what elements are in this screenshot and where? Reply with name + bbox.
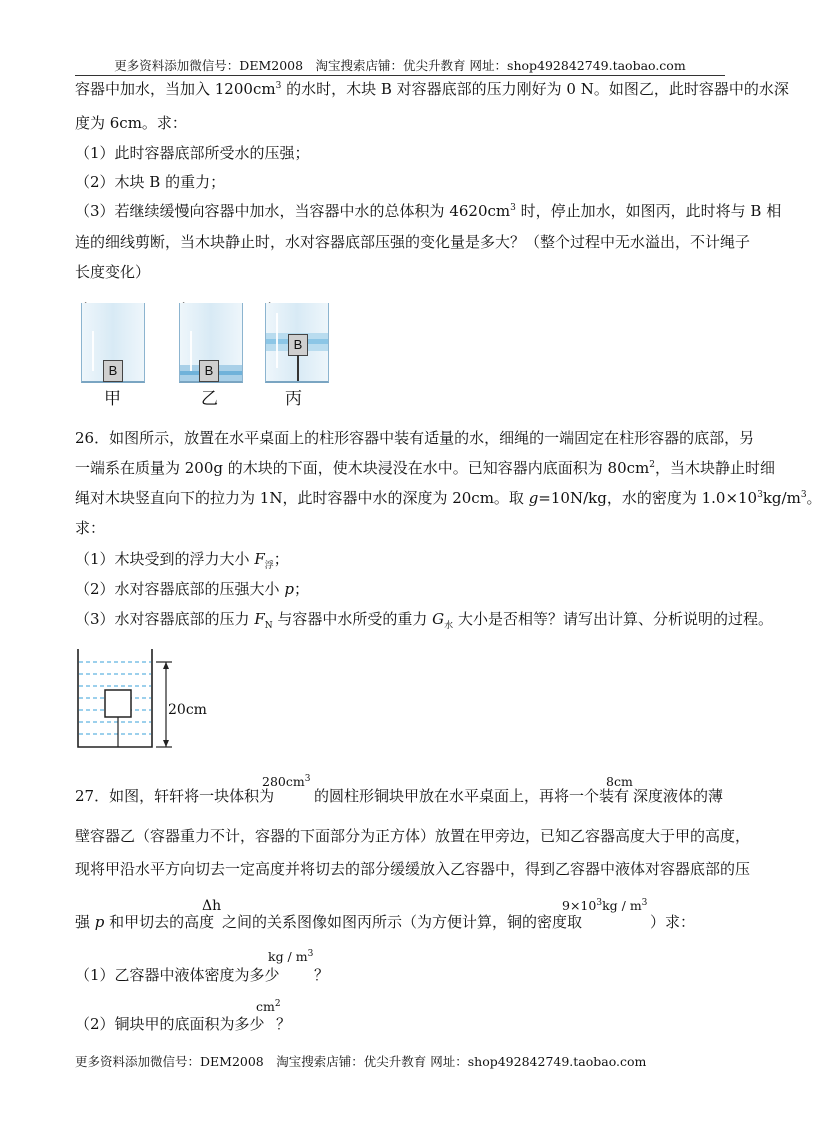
q26-subquestion-3: （3）水对容器底部的压力 $F_N$ 与容器中水所受的重力 $G_水$ 大小是否相等？请写出计算、分析说明的过程。 xyxy=(75,610,773,631)
page-header: 更多资料添加微信号：DEM2008 淘宝搜索店铺：优尖升教育 网址：shop492842749.taobao.com xyxy=(114,58,686,73)
q27-line-4-part-3: ）求： xyxy=(650,913,696,931)
unit-cm2: $cm^2$ xyxy=(256,998,281,1014)
glass-highlight xyxy=(276,313,278,368)
container-bing xyxy=(265,303,329,383)
depth-label: 20cm xyxy=(168,702,207,718)
q27-subquestion-1: （1）乙容器中液体密度为多少 xyxy=(75,966,280,984)
q25-subquestion-2: （2）木块 B 的重力； xyxy=(75,173,226,191)
q25-subquestion-3-line-1: （3）若继续缓慢向容器中加水，当容器中水的总体积为 $4620cm^3$ 时，停止加水，如图丙，此时将与 B 相 xyxy=(75,202,782,220)
q26-line-2: 一端系在质量为 200g 的木块的下面，使木块浸没在水中。已知容器内底面积为 $80cm^2$，当木块静止时细 xyxy=(75,459,776,477)
q27-line-1-part-2: 的圆柱形铜块甲放在水平桌面上，再将一个装有 xyxy=(314,787,630,805)
container-yi xyxy=(179,303,243,383)
q27-subquestion-2: （2）铜块甲的底面积为多少 xyxy=(75,1015,265,1033)
q27-line-4: 强 p 和甲切去的高度 xyxy=(75,913,215,931)
block-b: B xyxy=(288,334,308,356)
caption-yi: 乙 xyxy=(201,389,218,409)
q25-subquestion-3-line-2: 连的细线剪断，当木块静止时，水对容器底部压强的变化量是多大？（整个过程中无水溢出，不计绳子 xyxy=(75,233,751,251)
q27-line-1-part-3: 深度液体的薄 xyxy=(633,787,724,805)
q26-subquestion-1: （1）木块受到的浮力大小 $F_浮$； xyxy=(75,550,289,571)
q27-line-4-part-2: 之间的关系图像如图丙所示（为方便计算，铜的密度取 xyxy=(222,913,583,931)
unit-kg-m3: kg / $m^3$ xyxy=(268,948,314,964)
q27-line-2: 壁容器乙（容器重力不计，容器的下面部分为正方体）放置在甲旁边，已知乙容器高度大于甲的高度， xyxy=(75,827,751,845)
q26-line-4: 求： xyxy=(75,519,106,537)
block-b: B xyxy=(103,360,123,382)
q26-subquestion-2: （2）水对容器底部的压强大小 p； xyxy=(75,580,309,598)
q26-figure xyxy=(70,645,210,755)
depth-8cm: 8cm xyxy=(606,774,633,789)
header-divider xyxy=(75,75,725,76)
caption-bing: 丙 xyxy=(285,389,302,409)
container-jia xyxy=(81,303,145,383)
glass-highlight xyxy=(190,331,192,371)
page-footer: 更多资料添加微信号：DEM2008 淘宝搜索店铺：优尖升教育 网址：shop492842749.taobao.com xyxy=(75,1054,647,1069)
q27-subquestion-1-end: ？ xyxy=(314,966,330,984)
glass-highlight xyxy=(92,331,94,371)
copper-density: $9\times 10^3kg / m^3$ xyxy=(562,897,648,913)
q25-subquestion-3-line-3: 长度变化） xyxy=(75,263,151,281)
q25-line-1: 容器中加水，当加入 $1200cm^3$ 的水时，木块 B 对容器底部的压力刚好为 0 N。如图乙，此时容器中的水深 xyxy=(75,80,789,98)
delta-h: Δh xyxy=(202,898,222,914)
q27-line-3: 现将甲沿水平方向切去一定高度并将切去的部分缓缓放入乙容器中，得到乙容器中液体对容器底部的压 xyxy=(75,860,751,878)
block-b: B xyxy=(199,360,219,382)
volume-280: $280cm^3$ xyxy=(262,773,311,789)
q25-subquestion-1: （1）此时容器底部所受水的压强； xyxy=(75,144,310,162)
wood-block xyxy=(105,690,131,717)
string-line xyxy=(297,355,299,381)
q25-line-2: 度为 6cm。求： xyxy=(75,114,187,132)
q26-line-3: 绳对木块竖直向下的拉力为 1N，此时容器中水的深度为 20cm。取 g=10N/kg，水的密度为 $1.0\times 10^3kg/m^3$。 xyxy=(75,489,822,507)
caption-jia: 甲 xyxy=(104,389,121,409)
q26-line-1: 26．如图所示，放置在水平桌面上的柱形容器中装有适量的水，细绳的一端固定在柱形容器的底部，另 xyxy=(75,429,755,447)
q27-subquestion-2-end: ？ xyxy=(276,1015,292,1033)
q27-line-1-part-1: 27．如图，轩轩将一块体积为 xyxy=(75,787,275,805)
